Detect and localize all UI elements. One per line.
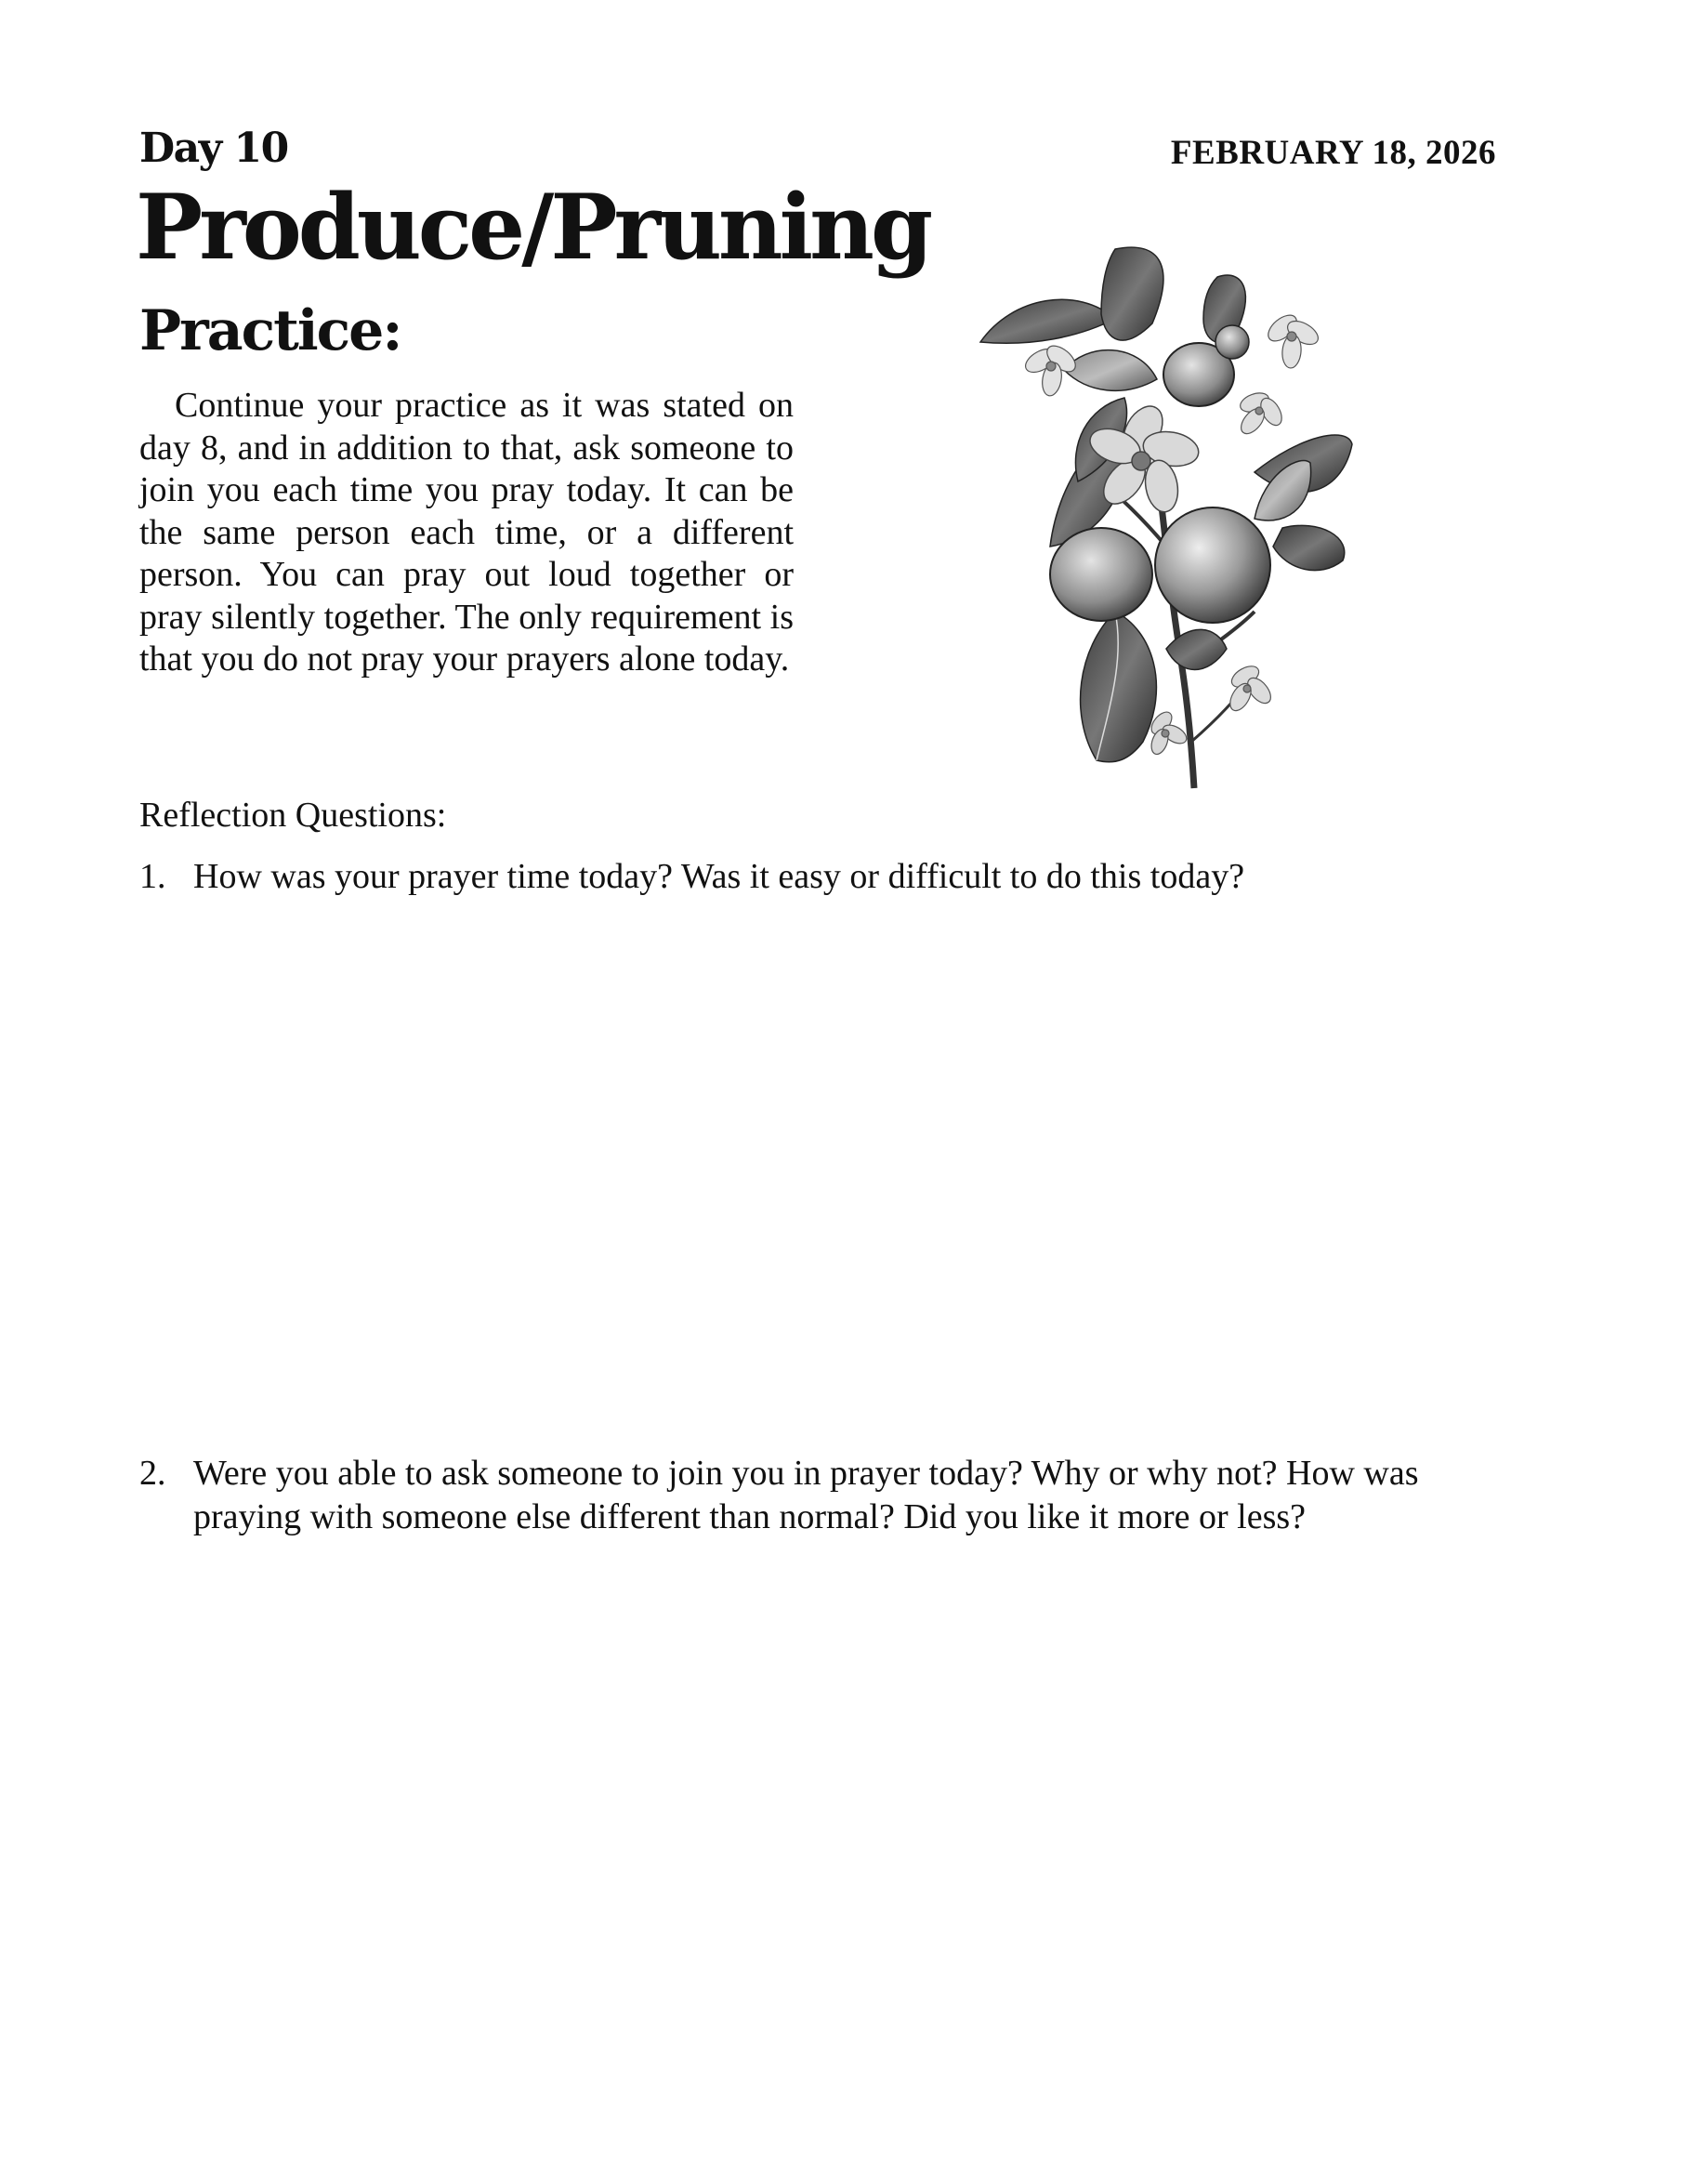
practice-body: Continue your practice as it was stated on day 8, and in addition to that, ask someone to join you each time you pray today. It can be the same person each time, or a different person. You can pray out loud together or pray silently together. The only requirement is that you do not pray your prayers alone today. [139, 386, 794, 679]
leaf [980, 299, 1115, 343]
leaf [1064, 350, 1157, 391]
flower [1237, 389, 1286, 438]
lemon [1155, 507, 1270, 623]
answer-space-2[interactable] [139, 1561, 1496, 2082]
leaf [1273, 525, 1345, 570]
date-label: FEBRUARY 18, 2026 [1170, 134, 1496, 172]
practice-heading: Practice: [139, 298, 401, 363]
reflection-heading: Reflection Questions: [139, 796, 447, 835]
question-1 [139, 855, 1496, 899]
question-number: 2. [139, 1454, 166, 1493]
day-label: Day 10 [139, 125, 288, 172]
question-2 [139, 1452, 1496, 1539]
page-title: Produce/Pruning [136, 175, 930, 280]
flower [1148, 708, 1189, 757]
question-number: 1. [139, 857, 166, 896]
flower [1021, 341, 1080, 398]
question-text: Were you able to ask someone to join you in prayer today? Why or why not? How was praying with someone else different than normal? Did you like it more or less? [193, 1454, 1419, 1536]
question-text: How was your prayer time today? Was it easy or difficult to do this today? [193, 857, 1245, 896]
lemon [1215, 325, 1249, 359]
leaf [1101, 247, 1163, 340]
flower [1264, 310, 1322, 369]
flower [1226, 662, 1275, 714]
citrus-branch-illustration [976, 240, 1366, 797]
answer-space-1[interactable] [139, 920, 1496, 1422]
lemon [1050, 528, 1152, 621]
